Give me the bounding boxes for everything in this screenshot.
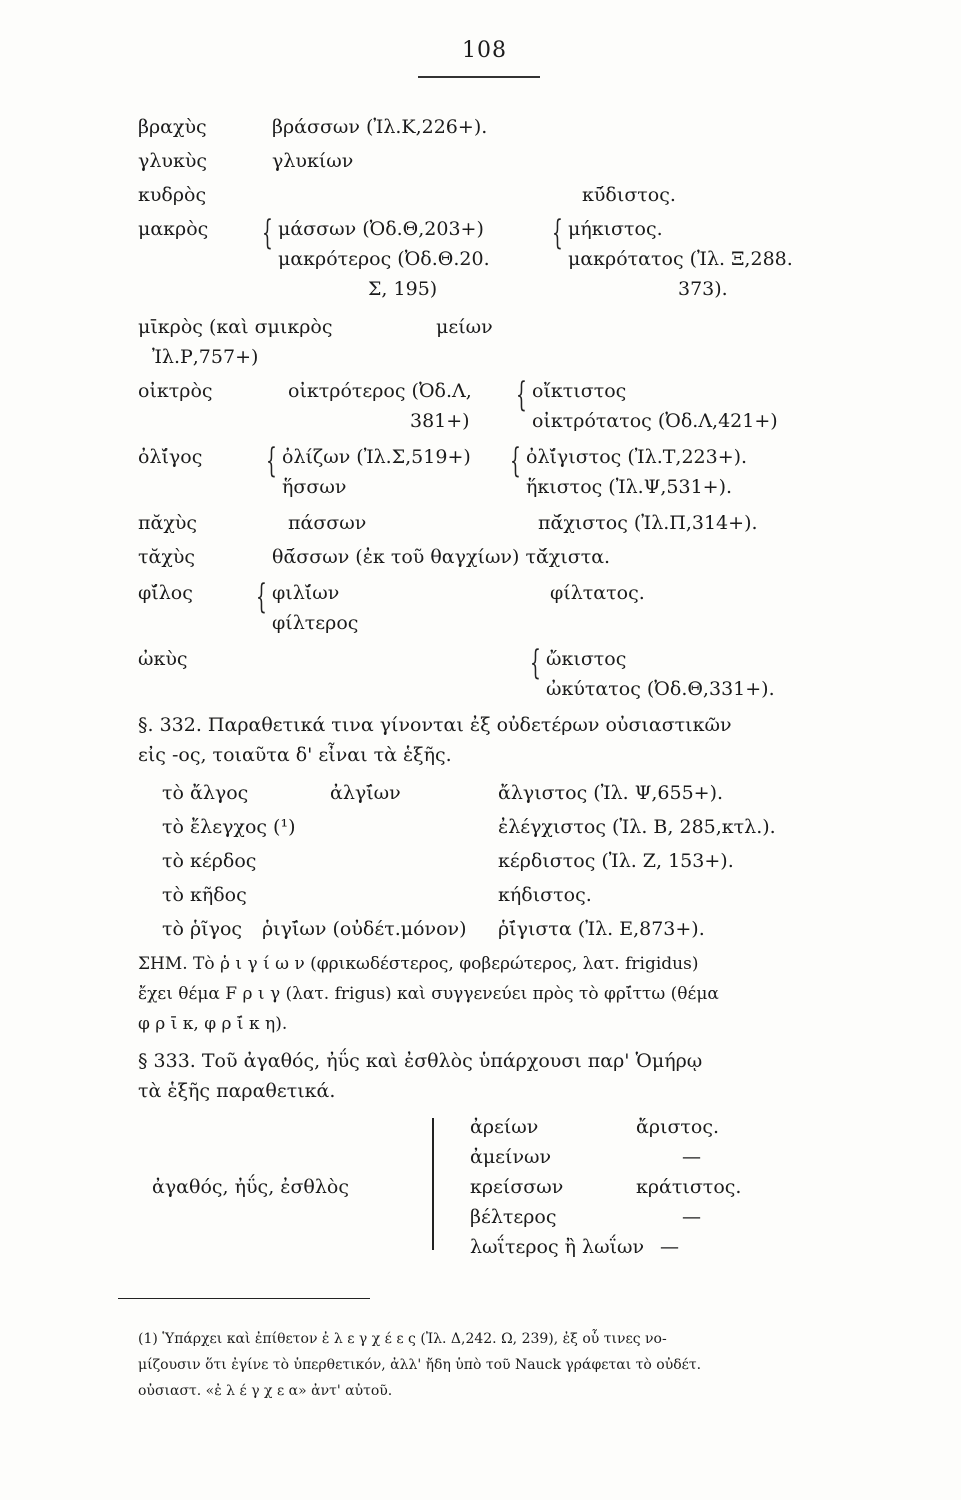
positive-brachys: βραχὺς (138, 116, 207, 138)
superlative-pachys: πᾰ́χιστος (Ἰλ.Π,314+). (538, 512, 758, 534)
agathos-sup-dash-2: — (682, 1206, 701, 1228)
superlative-makros-2: μακρότατος (Ἰλ. Ξ,288. (568, 248, 793, 270)
positive-philos: φῐ́λος (138, 582, 193, 604)
comparative-oligos-1: ὀλίζων (Ἰλ.Σ,519+) (282, 446, 471, 468)
footnote-line-1: (1) Ὑπάρχει καὶ ἐπίθετον ἐ λ ε γ χ έ ε ς (Ἰλ. Δ,242. Ω, 239), ἐξ οὗ τινες νο- (138, 1331, 667, 1347)
comparative-oiktros-2: 381+) (410, 410, 470, 432)
comparative-tachys: θᾱ́σσων (ἐκ τοῦ θαγχίων) τᾰ́χιστα. (272, 546, 611, 568)
superlative-oiktros-2: οἰκτρότατος (Ὀδ.Λ,421+) (532, 410, 778, 432)
comparative-makros-1: μάσσων (Ὀδ.Θ,203+) (278, 218, 484, 240)
brace-makros-comp: { (262, 213, 273, 253)
footnote-line-3: οὐσιαστ. «ἐ λ έ γ χ ε α» ἀντ' αὐτοῦ. (138, 1383, 393, 1399)
agathos-sup-dash-1: — (682, 1146, 701, 1168)
brace-makros-sup: { (552, 213, 563, 253)
positive-mikros-2: Ἰλ.Ρ,757+) (152, 346, 259, 368)
page-number: 108 (462, 38, 507, 63)
neuter-rhigos-comp: ῥιγῑ́ων (οὐδέτ.μόνον) (262, 918, 467, 940)
neuter-elenchos-sup: ἐλέγχιστος (Ἰλ. Β, 285,κτλ.). (498, 816, 776, 838)
comparative-brachys: βράσσων (Ἰλ.Κ,226+). (272, 116, 488, 138)
neuter-elenchos: τὸ ἔλεγχος (¹) (162, 816, 296, 838)
brace-oiktros-sup: { (516, 375, 527, 415)
header-rule (418, 76, 540, 78)
neuter-rhigos: τὸ ῥῖγος (162, 918, 243, 940)
neuter-kerdos-sup: κέρδιστος (Ἰλ. Ζ, 153+). (498, 850, 734, 872)
superlative-philos: φίλτατος. (550, 582, 645, 604)
brace-philos-comp: { (256, 577, 267, 617)
footnote-rule (118, 1298, 370, 1299)
agathos-sup-aristos: ἄριστος. (636, 1116, 720, 1138)
positive-makros: μακρὸς (138, 218, 209, 240)
comparative-glykys: γλυκίων (272, 150, 354, 172)
note-line-3: φ ρ ῑ κ, φ ρ ῑ́ κ η). (138, 1014, 288, 1034)
section-333-line-2: τὰ ἑξῆς παραθετικά. (138, 1080, 336, 1102)
positive-oligos: ὀλῐ́γος (138, 446, 203, 468)
agathos-comp-kreisson: κρείσσων (470, 1176, 564, 1198)
positive-oiktros: οἰκτρὸς (138, 380, 213, 402)
superlative-makros-3: 373). (678, 278, 728, 300)
comparative-philos-2: φίλτερος (272, 612, 359, 634)
agathos-sup-dash-3: — (660, 1236, 679, 1258)
positive-mikros-1: μῑκρὸς (καὶ σμικρὸς (138, 316, 333, 338)
superlative-kydros: κῡ́διστος. (582, 184, 676, 206)
note-line-2: ἔχει θέμα F ρ ι γ (λατ. frigus) καὶ συγγενεύει πρὸς τὸ φρῑ́ττω (θέμα (138, 984, 719, 1004)
comparative-makros-3: Σ, 195) (368, 278, 438, 300)
superlative-oligos-1: ὀλῐ́γιστος (Ἰλ.Τ,223+). (526, 446, 748, 468)
positive-tachys: τᾰχὺς (138, 546, 196, 568)
brace-oligos-comp: { (266, 441, 277, 481)
positive-okys: ὠκὺς (138, 648, 188, 670)
comparative-oiktros-1: οἰκτρότερος (Ὀδ.Λ, (288, 380, 472, 402)
comparative-oligos-2: ἥσσων (282, 476, 347, 498)
superlative-makros-1: μήκιστος. (568, 218, 663, 240)
brace-okys-sup: { (530, 643, 541, 683)
section-333-line-1: § 333. Τοῦ ἀγαθός, ἠΰς καὶ ἐσθλὸς ὑπάρχουσι παρ' Ὁμήρῳ (138, 1050, 703, 1072)
agathos-comp-loiteros: λωΐτερος ἢ λωΐων (470, 1236, 645, 1258)
agathos-label: ἀγαθός, ἠΰς, ἐσθλὸς (152, 1176, 349, 1198)
neuter-algos-comp: ἀλγῑ́ων (330, 782, 401, 804)
neuter-rhigos-sup: ῥῑ́γιστα (Ἰλ. Ε,873+). (498, 918, 705, 940)
agathos-comp-areion: ἀρείων (470, 1116, 539, 1138)
positive-pachys: πᾰχὺς (138, 512, 198, 534)
section-332-line-1: §. 332. Παραθετικά τινα γίνονται ἐξ οὐδετέρων οὐσιαστικῶν (138, 714, 732, 736)
agathos-sup-kratistos: κράτιστος. (636, 1176, 742, 1198)
brace-oligos-sup: { (510, 441, 521, 481)
agathos-brace (432, 1118, 436, 1250)
section-332-line-2: εἰς -ος, τοιαῦτα δ' εἶναι τὰ ἑξῆς. (138, 744, 452, 766)
neuter-algos-sup: ἄλγιστος (Ἰλ. Ψ,655+). (498, 782, 724, 804)
positive-kydros: κυδρὸς (138, 184, 207, 206)
neuter-algos: τὸ ἄλγος (162, 782, 249, 804)
comparative-philos-1: φιλῐ́ων (272, 582, 340, 604)
positive-glykys: γλυκὺς (138, 150, 208, 172)
superlative-okys-2: ὠκύτατος (Ὀδ.Θ,331+). (546, 678, 775, 700)
comparative-makros-2: μακρότερος (Ὀδ.Θ.20. (278, 248, 490, 270)
neuter-kedos-sup: κήδιστος. (498, 884, 592, 906)
agathos-comp-ameinon: ἀμείνων (470, 1146, 552, 1168)
agathos-comp-belteros: βέλτερος (470, 1206, 557, 1228)
comparative-mikros: μείων (436, 316, 493, 338)
comparative-pachys: πάσσων (288, 512, 367, 534)
neuter-kerdos: τὸ κέρδος (162, 850, 257, 872)
superlative-okys-1: ὤκιστος (546, 648, 627, 670)
note-line-1: ΣΗΜ. Τὸ ῥ ι γ ί ω ν (φρικωδέστερος, φοβερώτερος, λατ. frigidus) (138, 954, 699, 974)
superlative-oligos-2: ἥκιστος (Ἰλ.Ψ,531+). (526, 476, 733, 498)
superlative-oiktros-1: οἴκτιστος (532, 380, 627, 402)
neuter-kedos: τὸ κῆδος (162, 884, 247, 906)
footnote-line-2: μίζουσιν ὅτι ἐγίνε τὸ ὑπερθετικόν, ἀλλ' ἤδη ὑπὸ τοῦ Nauck γράφεται τὸ οὐδέτ. (138, 1357, 702, 1373)
